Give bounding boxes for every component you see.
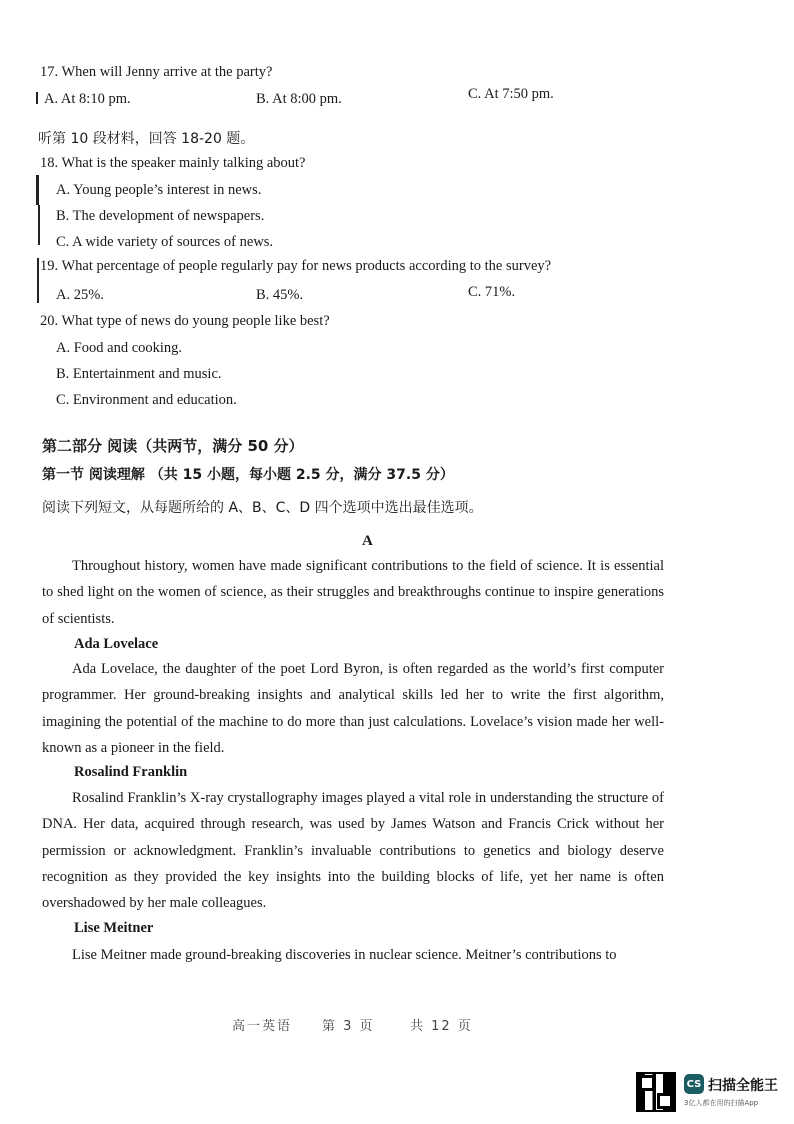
q19-option-b: B. 45%. xyxy=(256,287,304,303)
paragraph-ada-lovelace: Ada Lovelace, the daughter of the poet Lord Byron, is often regarded as the world’s first computer programmer. Her ground-breaking insights and analytical skills led her to write the first algorithm, imagining the potential of the machine to do more than just calculations. Lovelace’s vision made her well-known as a pioneer in the field. xyxy=(42,661,664,756)
reading-instruction: 阅读下列短文，从每题所给的 A、B、C、D 四个选项中选出最佳选项。 xyxy=(42,500,483,516)
binding-mark xyxy=(38,205,40,245)
q17-option-c: C. At 7:50 pm. xyxy=(468,86,554,102)
q19-option-c: C. 71%. xyxy=(468,284,516,300)
q20-option-a: A. Food and cooking. xyxy=(56,340,183,356)
heading-lise-meitner: Lise Meitner xyxy=(74,920,154,936)
qr-code-icon xyxy=(636,1072,676,1112)
binding-mark xyxy=(36,175,39,205)
camscanner-logo-icon: CS xyxy=(684,1074,704,1094)
paragraph-rosalind-franklin: Rosalind Franklin’s X-ray crystallography images played a vital role in understanding the structure of DNA. Her data, acquired through research, was used by James Watson and Francis Crick without her permission or acknowledgment. Franklin’s invaluable contributions to genetics and biology deserve recognition as they provided the key insights into the building blocks of life, yet her name is often overshadowed by her male colleagues. xyxy=(42,790,664,912)
heading-rosalind-franklin: Rosalind Franklin xyxy=(74,764,188,780)
question-17: 17. When will Jenny arrive at the party? xyxy=(40,64,273,80)
q18-option-a: A. Young people’s interest in news. xyxy=(56,182,262,198)
q18-option-c: C. A wide variety of sources of news. xyxy=(56,234,274,250)
q20-option-c: C. Environment and education. xyxy=(56,392,237,408)
q17-option-b: B. At 8:00 pm. xyxy=(256,91,342,107)
footer-subject: 高一英语 xyxy=(232,1019,293,1034)
question-19: 19. What percentage of people regularly pay for news products according to the survey? xyxy=(40,258,552,274)
footer-total: 共 12 页 xyxy=(410,1019,473,1034)
scanner-tagline: 3亿人都在用的扫描App xyxy=(684,1099,759,1107)
passage-intro: Throughout history, women have made significant contributions to the field of science. It is essential to shed light on the women of science, as their struggles and breakthroughs continue to inspire generations of scientists. xyxy=(42,558,664,627)
binding-mark xyxy=(37,258,39,303)
scanner-app-name: 扫描全能王 xyxy=(708,1078,778,1094)
question-20: 20. What type of news do young people like best? xyxy=(40,313,330,329)
passage-label: A xyxy=(362,533,373,549)
q20-option-b: B. Entertainment and music. xyxy=(56,366,222,382)
q19-option-a: A. 25%. xyxy=(56,287,104,303)
binding-mark xyxy=(36,92,38,104)
heading-ada-lovelace: Ada Lovelace xyxy=(74,636,159,652)
question-18: 18. What is the speaker mainly talking about? xyxy=(40,155,306,171)
footer-page: 第 3 页 xyxy=(322,1019,375,1034)
section-10-instruction: 听第 10 段材料，回答 18-20 题。 xyxy=(38,131,255,147)
reading-section-title: 第一节 阅读理解 （共 15 小题，每小题 2.5 分，满分 37.5 分） xyxy=(42,467,454,483)
q17-option-a: A. At 8:10 pm. xyxy=(44,91,131,107)
reading-part-title: 第二部分 阅读（共两节，满分 50 分） xyxy=(42,437,304,455)
paragraph-lise-meitner: Lise Meitner made ground-breaking discoveries in nuclear science. Meitner’s contributions to xyxy=(72,947,617,963)
q18-option-b: B. The development of newspapers. xyxy=(56,208,265,224)
